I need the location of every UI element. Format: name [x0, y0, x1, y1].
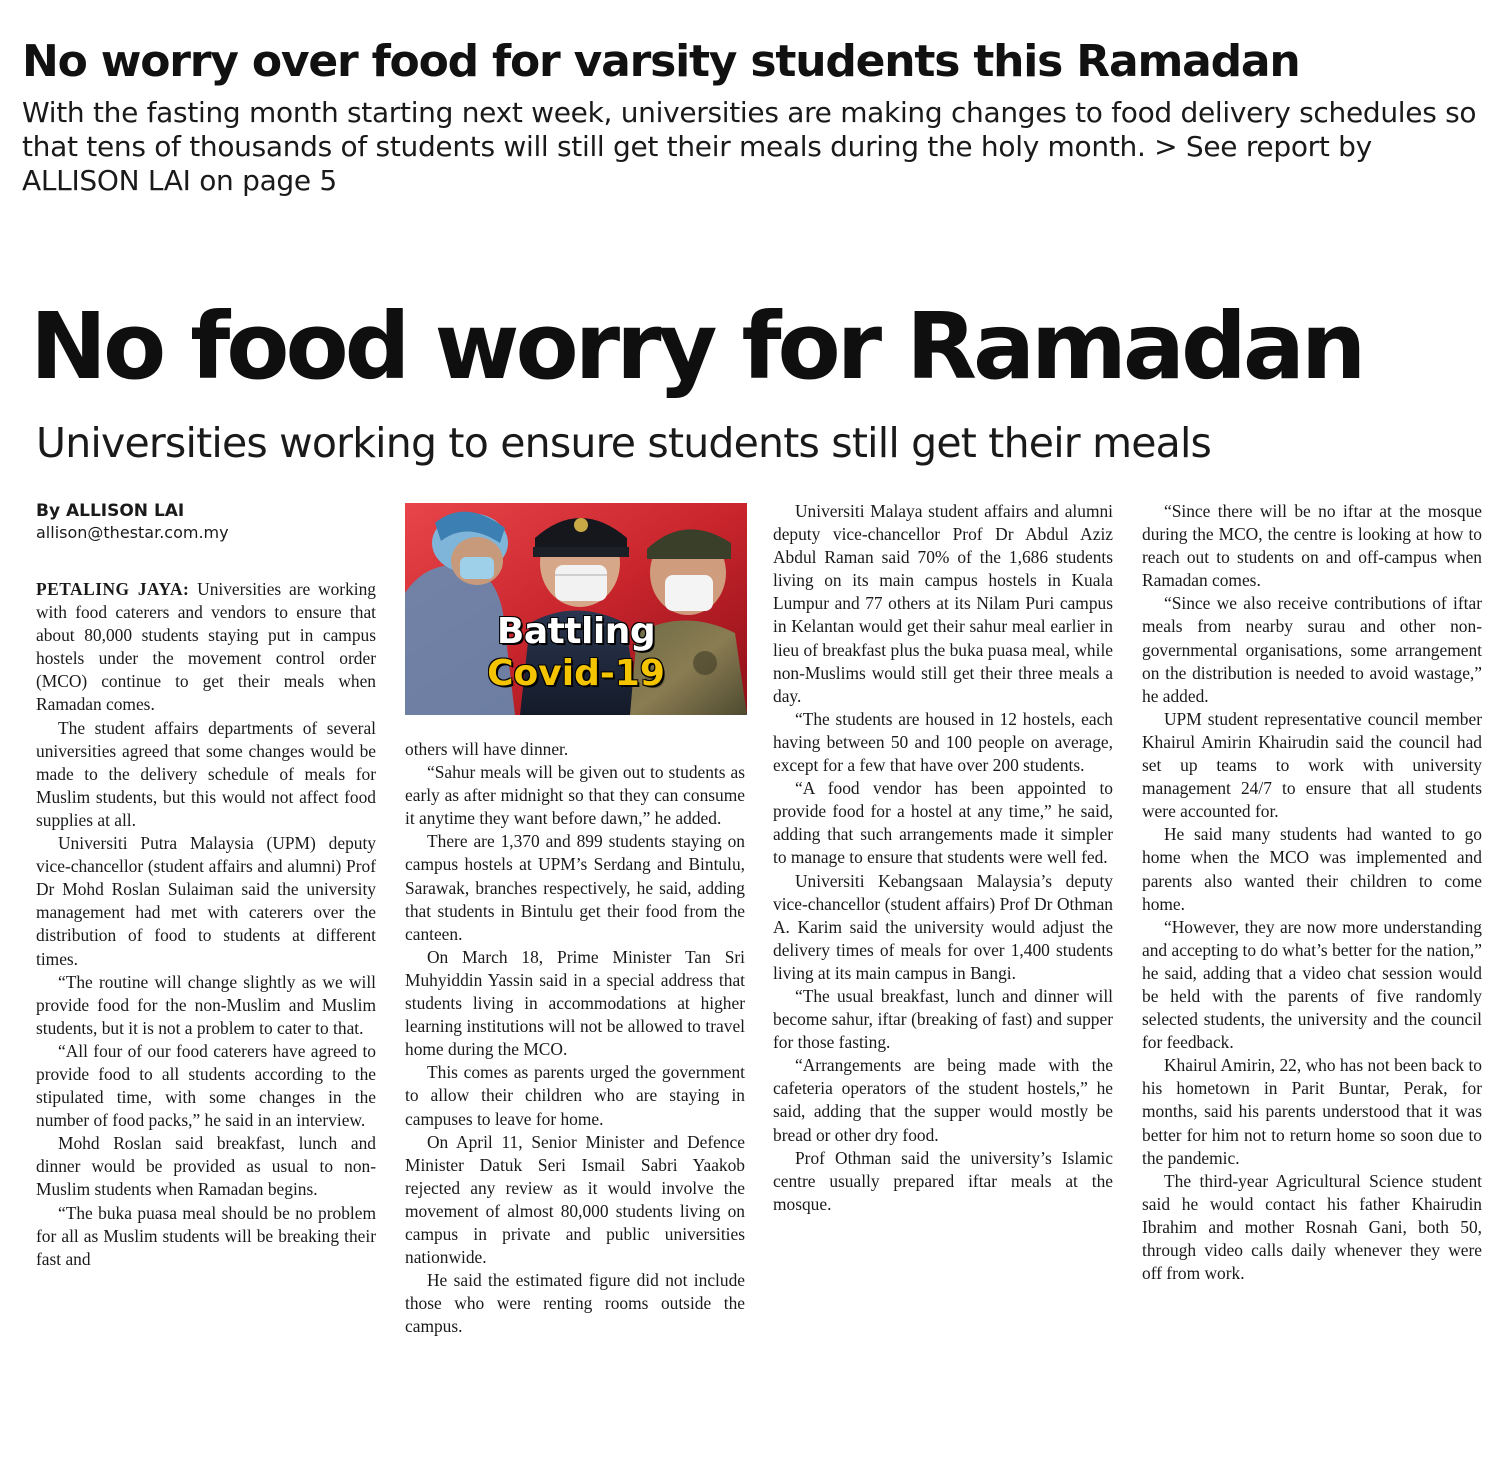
article-paragraph: On April 11, Senior Minister and Defence Minister Datuk Seri Ismail Sabri Yaakob rejected any review as it would involve the movement of almost 80,000 students living on campus in private and public universities nationwide.	[405, 1131, 745, 1268]
article-column-1	[36, 500, 376, 1271]
article-paragraph: Mohd Roslan said breakfast, lunch and dinner would be provided as usual to non-Muslim students when Ramadan begins.	[36, 1133, 376, 1200]
article-paragraph: Khairul Amirin, 22, who has not been back to his hometown in Parit Buntar, Perak, for months, said his parents understood that it was better for him not to return home so soon due to the pandemic.	[1142, 1055, 1482, 1168]
article-paragraph: UPM student representative council member Khairul Amirin Khairudin said the council had set up teams to work with university management 24/7 to ensure that all students were accounted for.	[1142, 708, 1482, 822]
article-paragraph: This comes as parents urged the government to allow their children who are staying in campuses to leave for home.	[405, 1062, 745, 1129]
article-paragraph: Universiti Malaya student affairs and alumni deputy vice-chancellor Prof Dr Abdul Aziz Abdul Raman said 70% of the 1,686 students living on its main campus hostels in Kuala Lumpur and 77 others at its Nilam Puri campus in Kelantan would get their sahur meal earlier in lieu of breakfast plus the buka puasa meal, while non-Muslims would still get their three meals a day.	[773, 501, 1113, 706]
photo-title-line2: Covid-19	[487, 653, 665, 694]
article-paragraph: The third-year Agricultural Science student said he would contact his father Khairudin Ibrahim and mother Rosnah Gani, both 50, through video calls daily whenever they were off from work.	[1142, 1170, 1482, 1284]
article-paragraph: PETALING JAYA: Universities are working with food caterers and vendors to ensure that about 80,000 students staying put in campus hostels under the movement control order (MCO) continue to get their meals when Ramadan comes.	[36, 579, 376, 715]
article-paragraph: “All four of our food caterers have agreed to provide food to all students according to the stipulated time, with some changes in the number of food packs,” he said in an interview.	[36, 1040, 376, 1131]
byline-email: allison@thestar.com.my	[36, 523, 229, 542]
article-paragraph: He said many students had wanted to go home when the MCO was implemented and parents also wanted their children to come home.	[1142, 824, 1482, 914]
article-paragraph: “Since we also receive contributions of iftar meals from nearby surau and other non-governmental organisations, some arrangement on the distribution is needed to avoid wastage,” he added.	[1142, 593, 1482, 706]
article-headline: No food worry for Ramadan	[30, 293, 1363, 400]
article-paragraph: Universiti Kebangsaan Malaysia’s deputy vice-chancellor (student affairs) Prof Dr Othman A. Karim said the university would adjust the delivery times of meals for over 1,400 students living at its main campus in Bangi.	[773, 870, 1113, 983]
article-paragraph: On March 18, Prime Minister Tan Sri Muhyiddin Yassin said in a special address that students living in accommodations at higher learning institutions will not be allowed to travel home during the MCO.	[405, 946, 745, 1060]
article-paragraph: “The students are housed in 12 hostels, each having between 50 and 100 people on average, except for a few that have over 200 students.	[773, 708, 1113, 776]
article-paragraph: “Sahur meals will be given out to students as early as after midnight so that they can consume it anytime they want before dawn,” he added.	[405, 762, 745, 829]
article-paragraph: “The buka puasa meal should be no problem for all as Muslim students will be breaking their fast and	[36, 1202, 376, 1269]
article-paragraph: “Arrangements are being made with the cafeteria operators of the student hostels,” he said, adding that the supper would mostly be bread or other dry food.	[773, 1055, 1113, 1145]
teaser-text: With the fasting month starting next week, universities are making changes to food delivery schedules so that tens of thousands of students will still get their meals during the holy month. > See report by ALLISON LAI on page 5	[22, 96, 1477, 197]
dateline: PETALING JAYA:	[36, 579, 190, 599]
article-paragraph: Universiti Putra Malaysia (UPM) deputy vice-chancellor (student affairs and alumni) Prof Dr Mohd Roslan Sulaiman said the university management had met with caterers over the distribution of food to students at different times.	[36, 833, 376, 969]
article-paragraph: Prof Othman said the university’s Islamic centre usually prepared iftar meals at the mosque.	[773, 1147, 1113, 1214]
byline-author: By ALLISON LAI	[36, 501, 185, 521]
article-paragraph: The student affairs departments of several universities agreed that some changes would be made to the delivery schedule of meals for Muslim students, but this would not affect food supplies at all.	[36, 717, 376, 830]
article-paragraph: “Since there will be no iftar at the mosque during the MCO, the centre is looking at how to reach out to students on and off-campus when Ramadan comes.	[1142, 501, 1482, 591]
photo-title-line1: Battling	[496, 611, 656, 652]
article-paragraph: “However, they are now more understanding and accepting to do what’s better for the nation,” he said, adding that a video chat session would be held with the parents of five randomly selected students, the university and the council for feedback.	[1142, 916, 1482, 1053]
article-paragraph: There are 1,370 and 899 students staying on campus hostels at UPM’s Serdang and Bintulu, Sarawak, branches respectively, he said, adding that students in Bintulu get their food from the canteen.	[405, 831, 745, 944]
article-column-3	[773, 500, 1113, 1216]
article-column-4	[1142, 500, 1482, 1285]
battling-covid-photo	[405, 503, 747, 715]
article-subheadline: Universities working to ensure students still get their meals	[36, 419, 1212, 467]
article-paragraph: “The usual breakfast, lunch and dinner will become sahur, iftar (breaking of fast) and supper for those fasting.	[773, 985, 1113, 1053]
teaser-box	[22, 34, 1482, 198]
teaser-title: No worry over food for varsity students this Ramadan	[22, 36, 1300, 87]
article-paragraph: He said the estimated figure did not include those who were renting rooms outside the campus.	[405, 1270, 745, 1337]
article-column-2	[405, 738, 745, 1338]
article-paragraph: others will have dinner.	[405, 739, 569, 759]
byline	[36, 500, 376, 544]
article-paragraph: “A food vendor has been appointed to provide food for a hostel at any time,” he said, adding that such arrangements made it simpler to manage to ensure that students were well fed.	[773, 778, 1113, 868]
article-paragraph: “The routine will change slightly as we will provide food for the non-Muslim and Muslim students, but it is not a problem to cater to that.	[36, 971, 376, 1038]
